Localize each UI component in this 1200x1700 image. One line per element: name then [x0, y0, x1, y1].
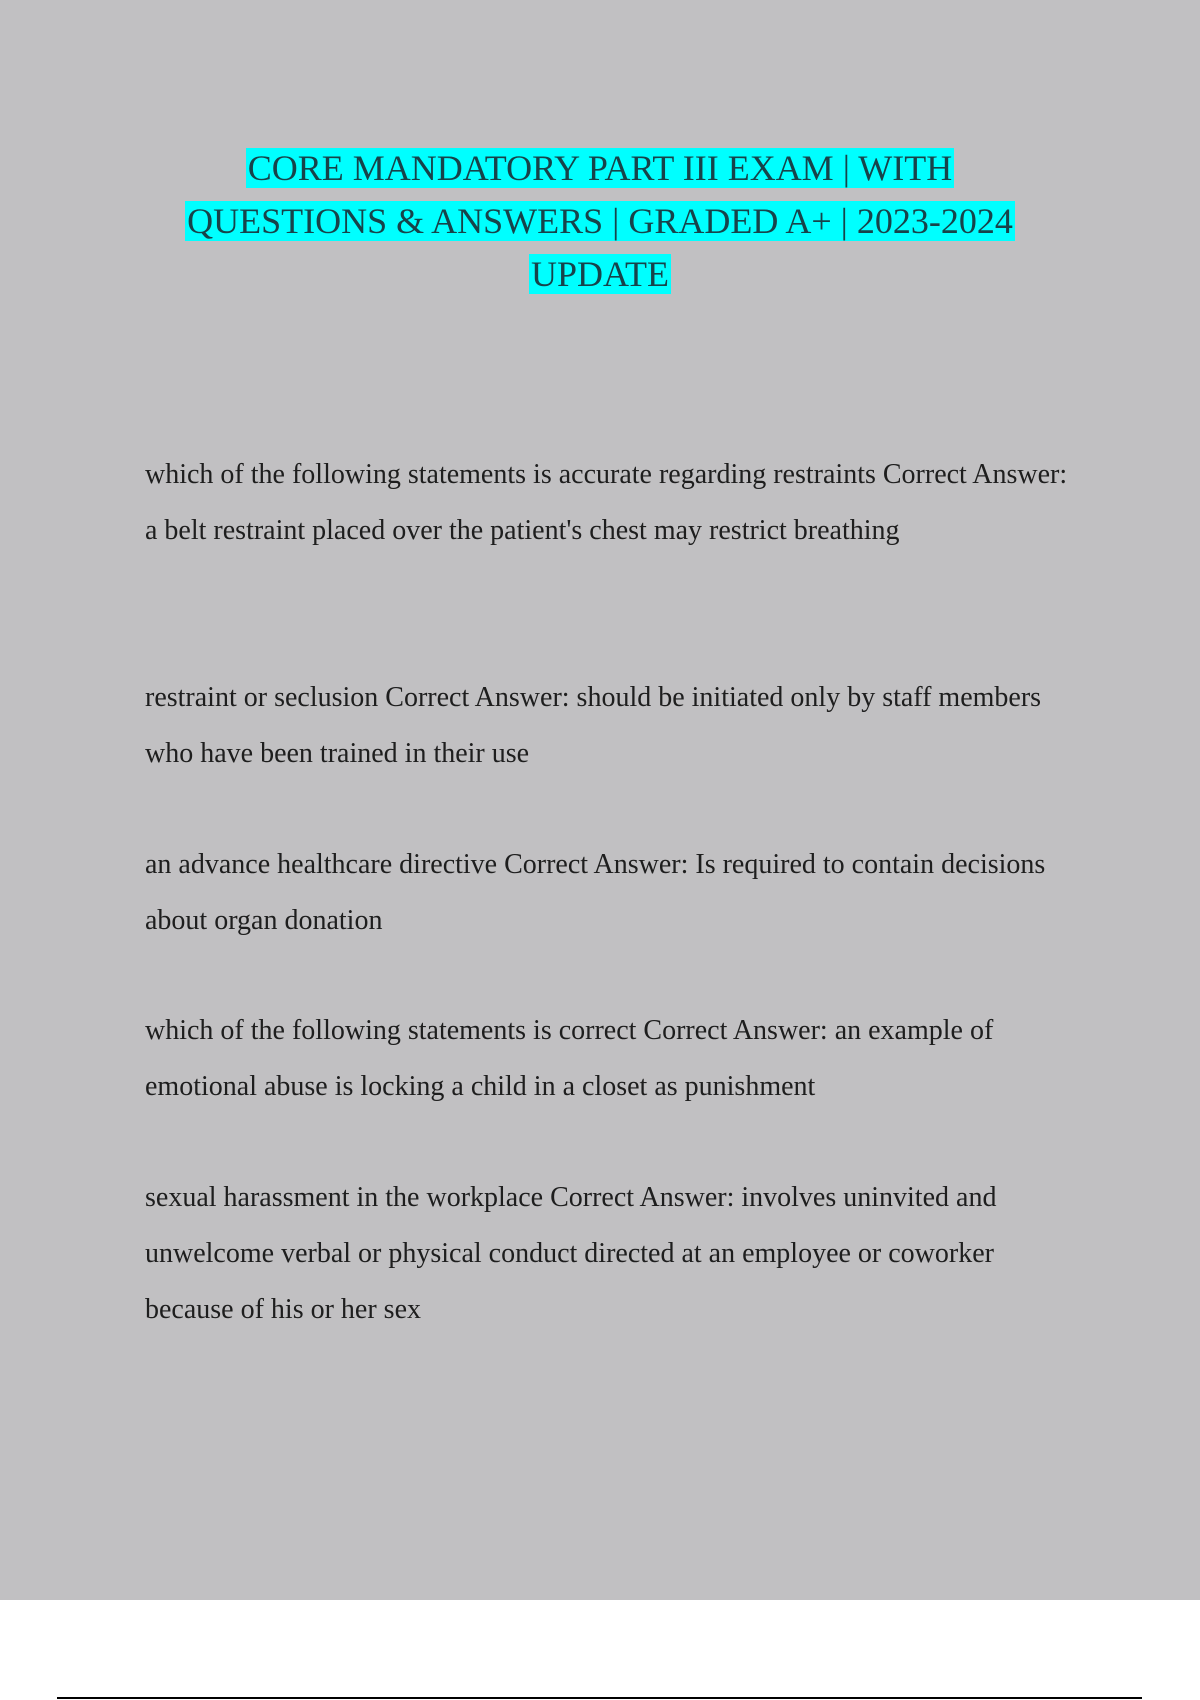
title-highlight: UPDATE: [530, 254, 669, 294]
document-title: [0, 142, 1200, 301]
qa-item: which of the following statements is correct Correct Answer: an example of emotional abuse is locking a child in a closet as punishment: [145, 1015, 994, 1102]
title-highlight: QUESTIONS & ANSWERS | GRADED A+ | 2023-2024: [187, 201, 1013, 241]
qa-item: which of the following statements is accurate regarding restraints Correct Answer: a belt restraint placed over the patient's chest may restrict breathing: [145, 459, 1068, 546]
footer-divider: [57, 1697, 1142, 1699]
qa-item: sexual harassment in the workplace Correct Answer: involves uninvited and unwelcome verbal or physical conduct directed at an employee or coworker because of his or her sex: [145, 1182, 997, 1325]
title-line-1: [0, 142, 1200, 195]
qa-item: restraint or seclusion Correct Answer: should be initiated only by staff members who have been trained in their use: [145, 682, 1042, 769]
qa-item: an advance healthcare directive Correct Answer: Is required to contain decisions about organ donation: [145, 849, 1046, 936]
title-line-3: [0, 248, 1200, 301]
title-highlight: CORE MANDATORY PART III EXAM | WITH: [247, 148, 953, 188]
title-line-2: [0, 195, 1200, 248]
